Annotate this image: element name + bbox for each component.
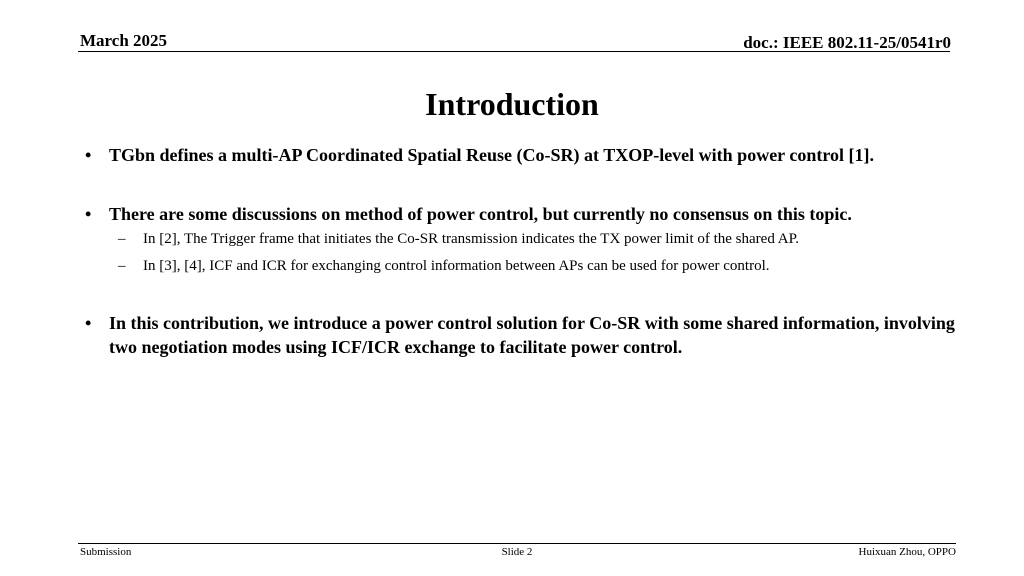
header-date: March 2025 [80,31,168,50]
sub-bullet-text: In [2], The Trigger frame that initiates the Co-SR transmission indicates the TX power limit of the shared AP. [143,231,800,247]
slide-title: Introduction [425,86,599,122]
footer-slide-number: Slide 2 [501,546,533,558]
bullet-text: TGbn defines a multi-AP Coordinated Spatial Reuse (Co-SR) at TXOP-level with power control [1]. [109,145,874,165]
bullet-item [85,202,955,226]
bullet-item [85,143,955,167]
sub-bullet-item [118,256,948,276]
sub-bullet-marker: – [118,231,126,247]
sub-bullet-text: In [3], [4], ICF and ICR for exchanging control information between APs can be used for power control. [143,258,770,274]
bullet-text: There are some discussions on method of power control, but currently no consensus on this topic. [109,204,852,224]
bullet-marker: • [85,145,92,165]
sub-bullet-marker: – [118,258,126,274]
bullet-marker: • [85,313,92,333]
bullet-marker: • [85,204,92,224]
bullet-item [85,311,955,359]
bullet-text: In this contribution, we introduce a power control solution for Co-SR with some shared information, involving two negotiation modes using ICF/ICR exchange to facilitate power control. [109,313,955,357]
header-divider [78,51,950,52]
footer-divider [78,543,956,544]
header-doc-id: doc.: IEEE 802.11-25/0541r0 [743,33,951,52]
footer-author: Huixuan Zhou, OPPO [858,546,956,558]
footer-submission: Submission [80,546,132,558]
sub-bullet-item [118,229,948,249]
